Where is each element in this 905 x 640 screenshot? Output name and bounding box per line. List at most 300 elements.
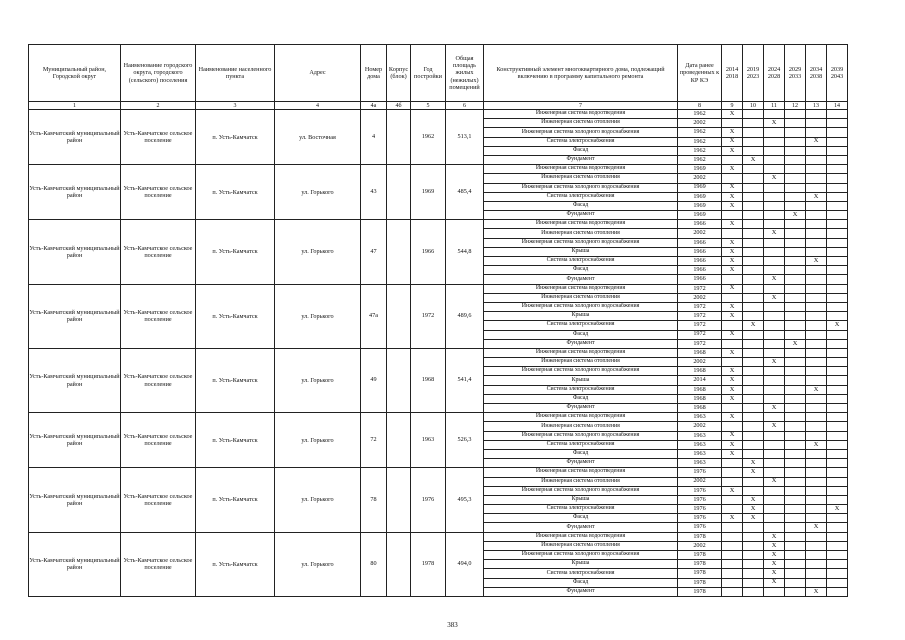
period-cell: [743, 551, 764, 560]
locality-cell: п. Усть-Камчатск: [196, 220, 275, 284]
settlement-cell: Усть-Камчатское сельское поселение: [121, 284, 196, 348]
header-district: Муниципальный район, Городской округ: [29, 45, 121, 102]
period-mark-cell: X: [722, 183, 743, 192]
period-cell: [806, 229, 827, 238]
period-cell: [743, 183, 764, 192]
period-mark-cell: X: [722, 201, 743, 210]
period-cell: [764, 459, 785, 468]
period-cell: [743, 440, 764, 449]
header-element: Конструктивный элемент многоквартирного дома, подлежащий включению в программу капитального ремонта: [484, 45, 678, 102]
period-cell: [785, 578, 806, 587]
header-locality: Наименование населенного пункта: [196, 45, 275, 102]
period-cell: [827, 587, 848, 596]
period-cell: [743, 238, 764, 247]
area-cell: 495,3: [446, 468, 484, 532]
period-cell: [764, 486, 785, 495]
column-number: 11: [764, 102, 785, 110]
period-cell: [827, 578, 848, 587]
period-cell: [764, 468, 785, 477]
period-cell: [743, 431, 764, 440]
period-cell: [785, 284, 806, 293]
period-cell: [785, 128, 806, 137]
period-mark-cell: X: [764, 551, 785, 560]
period-cell: [827, 422, 848, 431]
prior-date-cell: 1976: [678, 468, 722, 477]
period-cell: [722, 155, 743, 164]
period-cell: [785, 551, 806, 560]
period-cell: [806, 238, 827, 247]
prior-date-cell: 1963: [678, 459, 722, 468]
element-name-cell: Инженерная система отопления: [484, 229, 678, 238]
period-cell: [785, 275, 806, 284]
period-cell: [743, 449, 764, 458]
period-cell: [806, 266, 827, 275]
period-cell: [743, 358, 764, 367]
prior-date-cell: 1968: [678, 394, 722, 403]
period-mark-cell: X: [722, 146, 743, 155]
element-name-cell: Крыша: [484, 495, 678, 504]
street-cell: ул. Горького: [275, 348, 361, 412]
period-cell: [743, 348, 764, 357]
prior-date-cell: 1968: [678, 404, 722, 413]
period-cell: [827, 330, 848, 339]
period-cell: [764, 321, 785, 330]
period-mark-cell: X: [722, 440, 743, 449]
period-cell: [743, 330, 764, 339]
period-mark-cell: X: [722, 449, 743, 458]
period-mark-cell: X: [722, 367, 743, 376]
house-number-cell: 43: [361, 165, 387, 220]
period-cell: [806, 211, 827, 220]
period-cell: [806, 110, 827, 119]
settlement-cell: Усть-Камчатское сельское поселение: [121, 348, 196, 412]
block-cell: [387, 220, 411, 284]
period-cell: [827, 110, 848, 119]
period-cell: [806, 486, 827, 495]
block-cell: [387, 468, 411, 532]
period-cell: [827, 541, 848, 550]
period-cell: [722, 495, 743, 504]
prior-date-cell: 2002: [678, 358, 722, 367]
period-cell: [722, 211, 743, 220]
period-cell: [764, 385, 785, 394]
year-cell: 1969: [411, 165, 446, 220]
period-cell: [764, 284, 785, 293]
period-cell: [785, 560, 806, 569]
period-cell: [827, 560, 848, 569]
period-cell: [806, 220, 827, 229]
period-cell: [827, 468, 848, 477]
repair-program-table: [28, 44, 848, 597]
prior-date-cell: 1972: [678, 302, 722, 311]
prior-date-cell: 1972: [678, 330, 722, 339]
period-cell: [806, 302, 827, 311]
period-cell: [827, 128, 848, 137]
period-cell: [743, 211, 764, 220]
period-cell: [764, 587, 785, 596]
period-cell: [743, 119, 764, 128]
district-cell: Усть-Камчатский муниципальный район: [29, 348, 121, 412]
column-number: 1: [29, 102, 121, 110]
table-row: [29, 348, 848, 357]
period-mark-cell: X: [806, 257, 827, 266]
element-name-cell: Фундамент: [484, 155, 678, 164]
element-name-cell: Инженерная система холодного водоснабжения: [484, 551, 678, 560]
period-mark-cell: X: [722, 284, 743, 293]
prior-date-cell: 1963: [678, 413, 722, 422]
prior-date-cell: 2002: [678, 541, 722, 550]
period-cell: [785, 229, 806, 238]
element-name-cell: Система электроснабжения: [484, 137, 678, 146]
prior-date-cell: 1972: [678, 339, 722, 348]
period-mark-cell: X: [743, 505, 764, 514]
period-cell: [785, 367, 806, 376]
element-name-cell: Фасад: [484, 201, 678, 210]
period-cell: [743, 578, 764, 587]
element-name-cell: Фасад: [484, 394, 678, 403]
year-cell: 1963: [411, 413, 446, 468]
prior-date-cell: 1972: [678, 312, 722, 321]
period-cell: [806, 541, 827, 550]
period-cell: [785, 505, 806, 514]
period-cell: [743, 587, 764, 596]
element-name-cell: Система электроснабжения: [484, 440, 678, 449]
period-mark-cell: X: [722, 220, 743, 229]
element-name-cell: Инженерная система отопления: [484, 358, 678, 367]
district-cell: Усть-Камчатский муниципальный район: [29, 165, 121, 220]
period-cell: [722, 523, 743, 532]
period-cell: [806, 201, 827, 210]
period-cell: [785, 376, 806, 385]
house-number-cell: 72: [361, 413, 387, 468]
element-name-cell: Крыша: [484, 312, 678, 321]
prior-date-cell: 1966: [678, 220, 722, 229]
period-cell: [743, 477, 764, 486]
year-cell: 1962: [411, 110, 446, 165]
period-cell: [785, 468, 806, 477]
period-cell: [764, 312, 785, 321]
locality-cell: п. Усть-Камчатск: [196, 468, 275, 532]
period-cell: [827, 247, 848, 256]
period-cell: [764, 137, 785, 146]
prior-date-cell: 2014: [678, 376, 722, 385]
period-cell: [806, 532, 827, 541]
period-cell: [743, 293, 764, 302]
header-row: [29, 45, 848, 102]
period-cell: [806, 413, 827, 422]
header-period-3: 2024 2028: [764, 45, 785, 102]
period-cell: [785, 532, 806, 541]
column-number: 5: [411, 102, 446, 110]
period-mark-cell: X: [764, 275, 785, 284]
period-cell: [785, 514, 806, 523]
street-cell: ул. Горького: [275, 413, 361, 468]
period-cell: [764, 431, 785, 440]
period-cell: [827, 495, 848, 504]
period-cell: [806, 165, 827, 174]
period-cell: [785, 119, 806, 128]
period-cell: [806, 569, 827, 578]
house-number-cell: 47: [361, 220, 387, 284]
prior-date-cell: 1968: [678, 348, 722, 357]
period-mark-cell: X: [722, 137, 743, 146]
column-number: 2: [121, 102, 196, 110]
block-cell: [387, 110, 411, 165]
period-cell: [722, 422, 743, 431]
period-mark-cell: X: [827, 505, 848, 514]
period-cell: [764, 201, 785, 210]
period-cell: [806, 376, 827, 385]
prior-date-cell: 1969: [678, 165, 722, 174]
period-mark-cell: X: [806, 385, 827, 394]
street-cell: ул. Горького: [275, 532, 361, 596]
period-cell: [806, 551, 827, 560]
prior-date-cell: 1968: [678, 385, 722, 394]
period-cell: [785, 459, 806, 468]
table-row: [29, 220, 848, 229]
period-cell: [764, 505, 785, 514]
element-name-cell: Инженерная система водоотведения: [484, 110, 678, 119]
period-cell: [764, 495, 785, 504]
period-cell: [785, 440, 806, 449]
locality-cell: п. Усть-Камчатск: [196, 532, 275, 596]
street-cell: ул. Восточная: [275, 110, 361, 165]
period-mark-cell: X: [764, 404, 785, 413]
header-area: Общая площадь жилых (нежилых) помещений: [446, 45, 484, 102]
prior-date-cell: 1966: [678, 238, 722, 247]
period-cell: [764, 330, 785, 339]
period-mark-cell: X: [764, 541, 785, 550]
period-cell: [743, 275, 764, 284]
period-cell: [806, 339, 827, 348]
header-settlement: Наименование городского округа, городского (сельского) поселения: [121, 45, 196, 102]
period-cell: [743, 128, 764, 137]
period-cell: [764, 238, 785, 247]
prior-date-cell: 1972: [678, 321, 722, 330]
element-name-cell: Крыша: [484, 376, 678, 385]
period-cell: [785, 541, 806, 550]
period-cell: [806, 275, 827, 284]
period-cell: [785, 348, 806, 357]
header-year: Год постройки: [411, 45, 446, 102]
period-cell: [785, 394, 806, 403]
table-row: [29, 413, 848, 422]
element-name-cell: Система электроснабжения: [484, 569, 678, 578]
period-cell: [743, 541, 764, 550]
period-cell: [827, 257, 848, 266]
locality-cell: п. Усть-Камчатск: [196, 110, 275, 165]
period-cell: [785, 146, 806, 155]
element-name-cell: Инженерная система водоотведения: [484, 348, 678, 357]
header-period-6: 2039 2043: [827, 45, 848, 102]
period-mark-cell: X: [722, 128, 743, 137]
element-name-cell: Фундамент: [484, 275, 678, 284]
period-cell: [785, 358, 806, 367]
house-number-cell: 78: [361, 468, 387, 532]
prior-date-cell: 1962: [678, 128, 722, 137]
period-cell: [785, 220, 806, 229]
period-cell: [722, 275, 743, 284]
period-mark-cell: X: [743, 468, 764, 477]
period-mark-cell: X: [743, 321, 764, 330]
period-cell: [827, 367, 848, 376]
period-cell: [806, 422, 827, 431]
period-cell: [743, 486, 764, 495]
element-name-cell: Инженерная система водоотведения: [484, 468, 678, 477]
period-cell: [785, 422, 806, 431]
period-cell: [785, 247, 806, 256]
period-cell: [743, 394, 764, 403]
period-cell: [806, 459, 827, 468]
column-number: 4: [275, 102, 361, 110]
period-cell: [806, 404, 827, 413]
period-cell: [743, 146, 764, 155]
prior-date-cell: 1976: [678, 486, 722, 495]
period-cell: [743, 413, 764, 422]
period-mark-cell: X: [722, 413, 743, 422]
district-cell: Усть-Камчатский муниципальный район: [29, 110, 121, 165]
period-cell: [764, 211, 785, 220]
locality-cell: п. Усть-Камчатск: [196, 348, 275, 412]
settlement-cell: Усть-Камчатское сельское поселение: [121, 165, 196, 220]
period-cell: [785, 183, 806, 192]
period-cell: [722, 477, 743, 486]
period-cell: [785, 174, 806, 183]
prior-date-cell: 1969: [678, 192, 722, 201]
prior-date-cell: 2002: [678, 174, 722, 183]
period-cell: [764, 110, 785, 119]
period-cell: [743, 257, 764, 266]
prior-date-cell: 1962: [678, 155, 722, 164]
period-cell: [827, 394, 848, 403]
prior-date-cell: 1963: [678, 449, 722, 458]
element-name-cell: Система электроснабжения: [484, 257, 678, 266]
period-cell: [722, 532, 743, 541]
period-mark-cell: X: [806, 523, 827, 532]
prior-date-cell: 1976: [678, 523, 722, 532]
period-cell: [806, 183, 827, 192]
district-cell: Усть-Камчатский муниципальный район: [29, 532, 121, 596]
prior-date-cell: 1978: [678, 551, 722, 560]
period-cell: [827, 119, 848, 128]
header-address: Адрес: [275, 45, 361, 102]
element-name-cell: Фасад: [484, 330, 678, 339]
period-cell: [764, 146, 785, 155]
period-cell: [827, 312, 848, 321]
period-cell: [764, 165, 785, 174]
period-cell: [785, 110, 806, 119]
period-cell: [827, 146, 848, 155]
element-name-cell: Инженерная система водоотведения: [484, 413, 678, 422]
area-cell: 494,0: [446, 532, 484, 596]
period-cell: [743, 220, 764, 229]
house-number-cell: 49: [361, 348, 387, 412]
prior-date-cell: 1969: [678, 211, 722, 220]
settlement-cell: Усть-Камчатское сельское поселение: [121, 468, 196, 532]
element-name-cell: Крыша: [484, 560, 678, 569]
period-cell: [785, 413, 806, 422]
column-number: 3: [196, 102, 275, 110]
column-number: 14: [827, 102, 848, 110]
element-name-cell: Фундамент: [484, 404, 678, 413]
period-mark-cell: X: [764, 119, 785, 128]
period-cell: [785, 266, 806, 275]
column-number: 13: [806, 102, 827, 110]
period-cell: [785, 431, 806, 440]
period-cell: [722, 119, 743, 128]
period-cell: [806, 495, 827, 504]
period-cell: [764, 220, 785, 229]
column-number: 12: [785, 102, 806, 110]
element-name-cell: Фасад: [484, 514, 678, 523]
prior-date-cell: 1978: [678, 569, 722, 578]
element-name-cell: Фасад: [484, 146, 678, 155]
period-cell: [827, 569, 848, 578]
period-mark-cell: X: [743, 459, 764, 468]
year-cell: 1976: [411, 468, 446, 532]
prior-date-cell: 1969: [678, 183, 722, 192]
period-cell: [806, 293, 827, 302]
period-cell: [806, 128, 827, 137]
district-cell: Усть-Камчатский муниципальный район: [29, 468, 121, 532]
period-cell: [806, 477, 827, 486]
period-cell: [827, 440, 848, 449]
period-cell: [743, 376, 764, 385]
period-cell: [743, 284, 764, 293]
period-cell: [827, 523, 848, 532]
element-name-cell: Инженерная система отопления: [484, 174, 678, 183]
period-cell: [785, 523, 806, 532]
period-mark-cell: X: [722, 376, 743, 385]
period-mark-cell: X: [764, 358, 785, 367]
period-cell: [827, 137, 848, 146]
prior-date-cell: 1966: [678, 275, 722, 284]
period-cell: [785, 137, 806, 146]
element-name-cell: Инженерная система водоотведения: [484, 220, 678, 229]
period-cell: [806, 312, 827, 321]
prior-date-cell: 1966: [678, 266, 722, 275]
period-cell: [827, 229, 848, 238]
period-cell: [743, 560, 764, 569]
period-mark-cell: X: [785, 211, 806, 220]
header-period-2: 2019 2023: [743, 45, 764, 102]
period-cell: [785, 495, 806, 504]
period-mark-cell: X: [722, 312, 743, 321]
period-cell: [827, 211, 848, 220]
period-cell: [743, 422, 764, 431]
element-name-cell: Фундамент: [484, 459, 678, 468]
period-cell: [827, 266, 848, 275]
district-cell: Усть-Камчатский муниципальный район: [29, 413, 121, 468]
area-cell: 544,8: [446, 220, 484, 284]
period-cell: [743, 532, 764, 541]
period-cell: [743, 266, 764, 275]
header-prior-date: Дата ранее проведенных к КР КЭ: [678, 45, 722, 102]
house-number-cell: 47а: [361, 284, 387, 348]
prior-date-cell: 1978: [678, 560, 722, 569]
period-cell: [806, 247, 827, 256]
element-name-cell: Фасад: [484, 266, 678, 275]
period-cell: [764, 367, 785, 376]
period-cell: [722, 321, 743, 330]
period-cell: [785, 486, 806, 495]
element-name-cell: Система электроснабжения: [484, 505, 678, 514]
area-cell: 541,4: [446, 348, 484, 412]
column-number: 4а: [361, 102, 387, 110]
period-cell: [722, 468, 743, 477]
period-mark-cell: X: [743, 155, 764, 164]
period-cell: [827, 376, 848, 385]
